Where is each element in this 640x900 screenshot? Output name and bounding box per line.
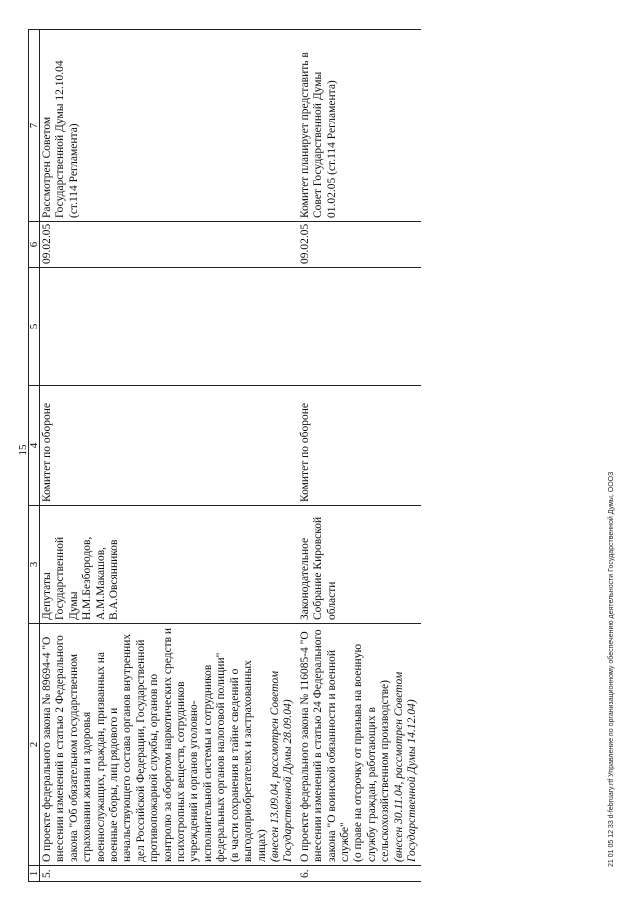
bill-note: (внесен 30.11.04, рассмотрен Советом Государственной Думы 14.12.04)	[392, 671, 418, 862]
planned-date: 09.02.05	[40, 222, 298, 268]
bills-table	[28, 29, 421, 882]
bill-subtitle: (в части сохранения в тайне сведений о выгодоприобретателях и застрахованных лицах)	[228, 660, 268, 862]
column-5-cell	[40, 268, 298, 386]
col-header-6: 6	[29, 222, 40, 268]
responsible-committee: Комитет по обороне	[298, 386, 422, 506]
row-number: 6.	[298, 866, 422, 882]
bill-title: О проекте федерального закона № 89694-4 "О внесении изменений в статью 2 Федерального закона "Об обязательном государственном страховании жизни и здоровья военнослужащих, граждан, призванных на военные сборы, лиц рядового и начальствующего состава органов внутренних дел Российской Федерации, Государственной противопожарной службы, органов по контролю за оборотом наркотических средств и психотропных веществ, сотрудников учреждений и органов уголовно-исполнительной системы и сотрудников федеральных органов налоговой полиции"	[41, 627, 228, 862]
bill-title: О проекте федерального закона № 116085-4 "О внесении изменений в статью 24 Федерального закона "О воинской обязанности и военной службе"	[298, 629, 351, 862]
table-row	[40, 30, 298, 882]
page-number: 15	[17, 444, 29, 456]
column-5-cell	[298, 268, 422, 386]
col-header-3: 3	[29, 506, 40, 624]
bill-status: Комитет планирует представить в Совет Государственной Думы 01.02.05 (ст.114 Регламента)	[298, 30, 422, 222]
row-number: 5.	[40, 866, 298, 882]
bill-author: Законодательное Собрание Кировской области	[298, 506, 422, 624]
bill-status: Рассмотрен Советом Государственной Думы 12.10.04 (ст.114 Регламента)	[40, 30, 298, 222]
bill-subtitle: (о праве на отсрочку от призыва на военную службу граждан, работающих в сельскохозяйственном производстве)	[352, 643, 392, 862]
col-header-7: 7	[29, 30, 40, 222]
responsible-committee: Комитет по обороне	[40, 386, 298, 506]
col-header-2: 2	[29, 624, 40, 866]
bill-description	[40, 624, 298, 866]
col-header-1: 1	[29, 866, 40, 882]
bill-note: (внесен 13.09.04, рассмотрен Советом Государственной Думы 28.09.04)	[268, 670, 295, 862]
bill-description	[298, 624, 422, 866]
col-header-4: 4	[29, 386, 40, 506]
document-footer: 21 01 05 12 33 d-february.rtf Управление по организационному обеспечению деятельности Государственной Думы, ОООЗ	[608, 471, 615, 867]
table-row	[298, 30, 422, 882]
planned-date: 09.02.05	[298, 222, 422, 268]
column-number-header	[29, 30, 40, 882]
bill-author: Депутаты Государственной Думы Н.М.Безбородов, А.М.Макашов, В.А.Овсянников	[40, 506, 298, 624]
col-header-5: 5	[29, 268, 40, 386]
